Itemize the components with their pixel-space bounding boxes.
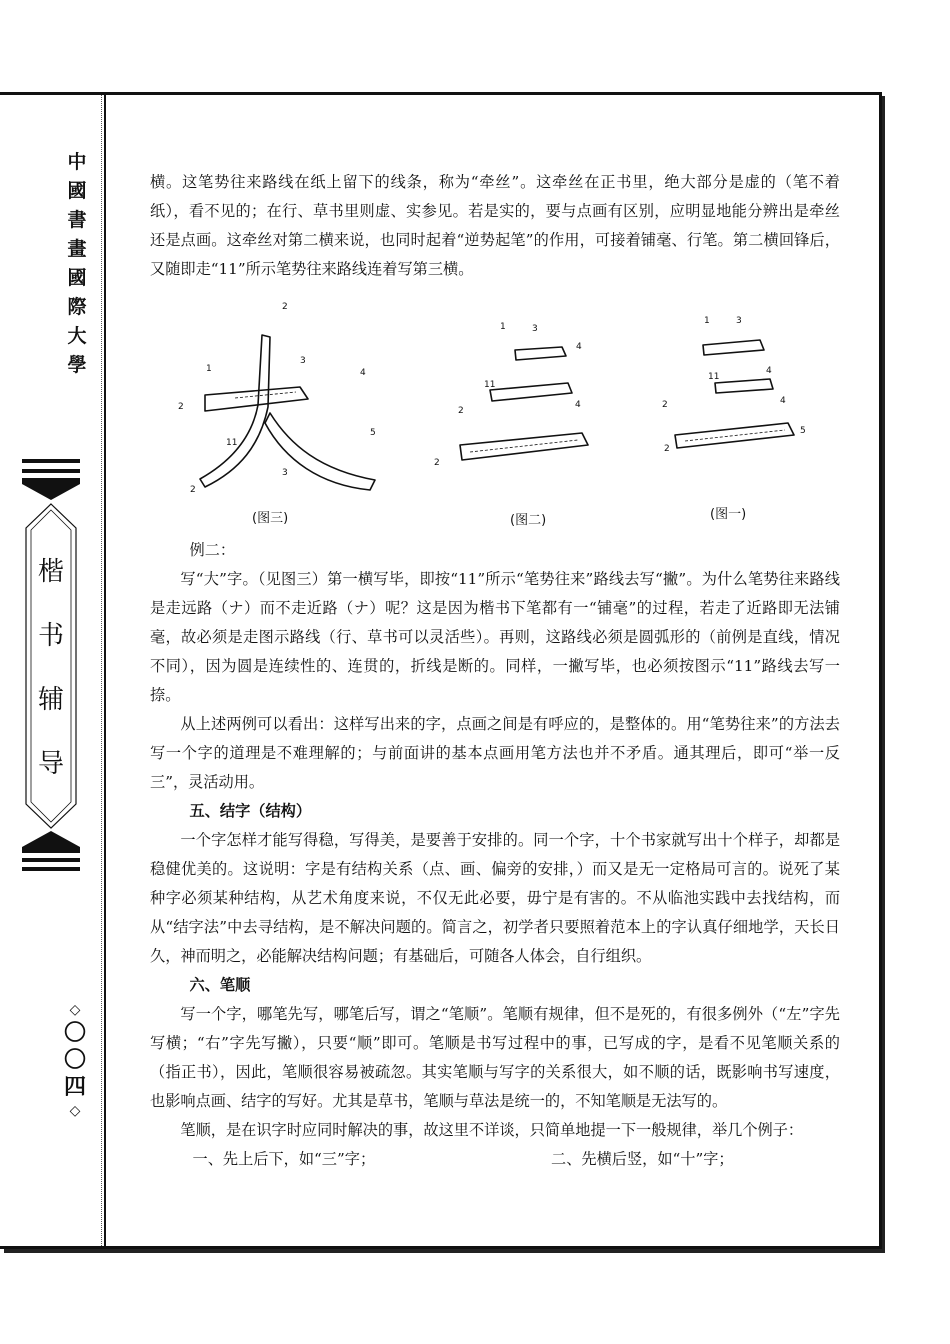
book-title bbox=[35, 540, 67, 796]
stroke-mark: 2 bbox=[434, 458, 440, 468]
series-char: 國 bbox=[67, 180, 87, 202]
stroke-mark: 3 bbox=[300, 356, 306, 366]
stroke-mark: 2 bbox=[458, 406, 464, 416]
stroke-diagram bbox=[170, 295, 810, 530]
stroke-mark: 3 bbox=[282, 468, 288, 478]
stroke-mark: 4 bbox=[360, 368, 366, 378]
series-title bbox=[62, 148, 92, 380]
stroke-mark: 1 bbox=[206, 364, 212, 374]
rule-item: 二、先横后竖，如“十”字； bbox=[551, 1150, 734, 1168]
stroke-mark: 11 bbox=[708, 372, 720, 382]
ornament-bar bbox=[22, 469, 80, 473]
paragraph: 写“大”字。（见图三）第一横写毕，即按“11”所示“笔势往来”路线去写“撇”。为什么笔势往来路线是走远路（ナ）而不走近路（ナ）呢？这是因为楷书下笔都有一“铺毫”的过程，若走了近路即无法铺毫，故必须是走图示路线（行、草书可以灵活些）。再则，这路线必须是圆弧形的（前例是直线，情况不同），因为圆是连续性的、连贯的，折线是断的。同样，一撇写毕，也必须按图示“11”路线去写一捺。 bbox=[150, 570, 840, 704]
stroke-mark: 4 bbox=[780, 396, 786, 406]
page-number bbox=[60, 1000, 90, 1121]
stroke-mark: 2 bbox=[178, 402, 184, 412]
rules-row bbox=[150, 1145, 840, 1174]
book-title-char: 导 bbox=[37, 749, 64, 779]
stroke-mark: 11 bbox=[226, 438, 238, 448]
stroke-mark: 5 bbox=[800, 426, 806, 436]
page-number-digit: 四 bbox=[63, 1075, 86, 1100]
series-char: 中 bbox=[67, 151, 87, 173]
stroke-mark: 4 bbox=[575, 400, 581, 410]
stroke-mark: 2 bbox=[664, 444, 670, 454]
section-heading: 六、笔顺 bbox=[189, 976, 251, 994]
stroke-mark: 11 bbox=[484, 380, 496, 390]
main-text bbox=[150, 536, 840, 1174]
stroke-mark: 4 bbox=[576, 342, 582, 352]
book-title-char: 书 bbox=[37, 621, 64, 651]
stroke-mark: 3 bbox=[532, 324, 538, 334]
rule-item: 一、先上后下，如“三”字； bbox=[192, 1150, 376, 1168]
book-title-char: 辅 bbox=[37, 685, 64, 715]
series-char: 國 bbox=[67, 267, 87, 289]
stroke-mark: 1 bbox=[704, 316, 710, 326]
series-char: 大 bbox=[67, 325, 87, 347]
paragraph: 一个字怎样才能写得稳，写得美，是要善于安排的。同一个字，十个书家就写出十个样子，却都是稳健优美的。这说明：字是有结构关系（点、画、偏旁的安排，）而又是无一定格局可言的。说死了某种字必须某种结构，从艺术角度来说，不仅无此必要，毋宁是有害的。不从临池实践中去找结构，而从“结字法”中去寻结构，是不解决问题的。简言之，初学者只要照着范本上的字认真仔细地学，天长日久，神而明之，必能解决结构问题；有基础后，可随各人体会，自行组织。 bbox=[150, 831, 840, 965]
ornament-bar bbox=[22, 867, 80, 871]
paragraph: 从上述两例可以看出：这样写出来的字，点画之间是有呼应的，是整体的。用“笔势往来”的方法去写一个字的道理是不难理解的；与前面讲的基本点画用笔方法也并不矛盾。通其理后，即可“举一反三”，灵活动用。 bbox=[150, 715, 840, 791]
sidebar-divider bbox=[104, 95, 106, 1246]
book-title-char: 楷 bbox=[37, 557, 64, 587]
ornament-bar bbox=[22, 858, 80, 862]
stroke-mark: 2 bbox=[662, 400, 668, 410]
ornament-bar bbox=[22, 847, 80, 853]
figure-caption: (图一) bbox=[710, 507, 747, 522]
series-char: 書 bbox=[67, 209, 87, 231]
stroke-mark: 4 bbox=[766, 366, 772, 376]
section-heading: 五、结字（结构） bbox=[189, 802, 312, 820]
diamond-icon: ◇ bbox=[69, 1103, 81, 1119]
paragraph: 笔顺，是在识字时应同时解决的事，故这里不详谈，只简单地提一下一般规律，举几个例子： bbox=[180, 1121, 804, 1139]
frame-shadow bbox=[4, 1249, 885, 1253]
intro-block bbox=[150, 168, 840, 284]
stroke-diagram-figure bbox=[170, 295, 810, 530]
stroke-mark: 2 bbox=[190, 485, 196, 495]
stroke-mark: 5 bbox=[370, 428, 376, 438]
stroke-mark: 3 bbox=[736, 316, 742, 326]
stroke-mark: 2 bbox=[282, 302, 288, 312]
paragraph: 横。这笔势往来路线在纸上留下的线条，称为“牵丝”。这牵丝在正书里，绝大部分是虚的（笔不着纸），看不见的；在行、草书里则虚、实参见。若是实的，要与点画有区别，应明显地能分辨出是牵丝还是点画。这牵丝对第二横来说，也同时起着“逆势起笔”的作用，可接着铺毫、行笔。第二横回锋后，又随即走“11”所示笔势往来路线连着写第三横。 bbox=[150, 173, 840, 278]
ornament-notch bbox=[22, 831, 80, 847]
series-char: 際 bbox=[67, 296, 87, 318]
frame-shadow bbox=[882, 96, 885, 1253]
diamond-icon: ◇ bbox=[69, 1002, 81, 1018]
sidebar-divider-dots bbox=[101, 95, 102, 1246]
figure-caption: (图二) bbox=[510, 513, 547, 528]
figure-caption: (图三) bbox=[252, 511, 289, 526]
ornament-bar bbox=[22, 459, 80, 463]
series-char: 畫 bbox=[67, 238, 87, 260]
ornament-notch bbox=[22, 484, 80, 500]
page-number-digit: 〇 bbox=[63, 1021, 86, 1046]
series-char: 學 bbox=[67, 354, 87, 376]
example-label: 例二： bbox=[189, 541, 236, 559]
page-number-digit: 〇 bbox=[63, 1048, 86, 1073]
paragraph: 写一个字，哪笔先写，哪笔后写，谓之“笔顺”。笔顺有规律，但不是死的，有很多例外（“左”字先写横；“右”字先写撇），只要“顺”即可。笔顺是书写过程中的事，已写成的字，是看不见笔顺关系的（指正书），因此，笔顺很容易被疏忽。其实笔顺与写字的关系很大，如不顺的话，既影响书写速度，也影响点画、结字的写好。尤其是草书，笔顺与草法是统一的，不知笔顺是无法写的。 bbox=[150, 1005, 840, 1110]
stroke-mark: 1 bbox=[500, 322, 506, 332]
